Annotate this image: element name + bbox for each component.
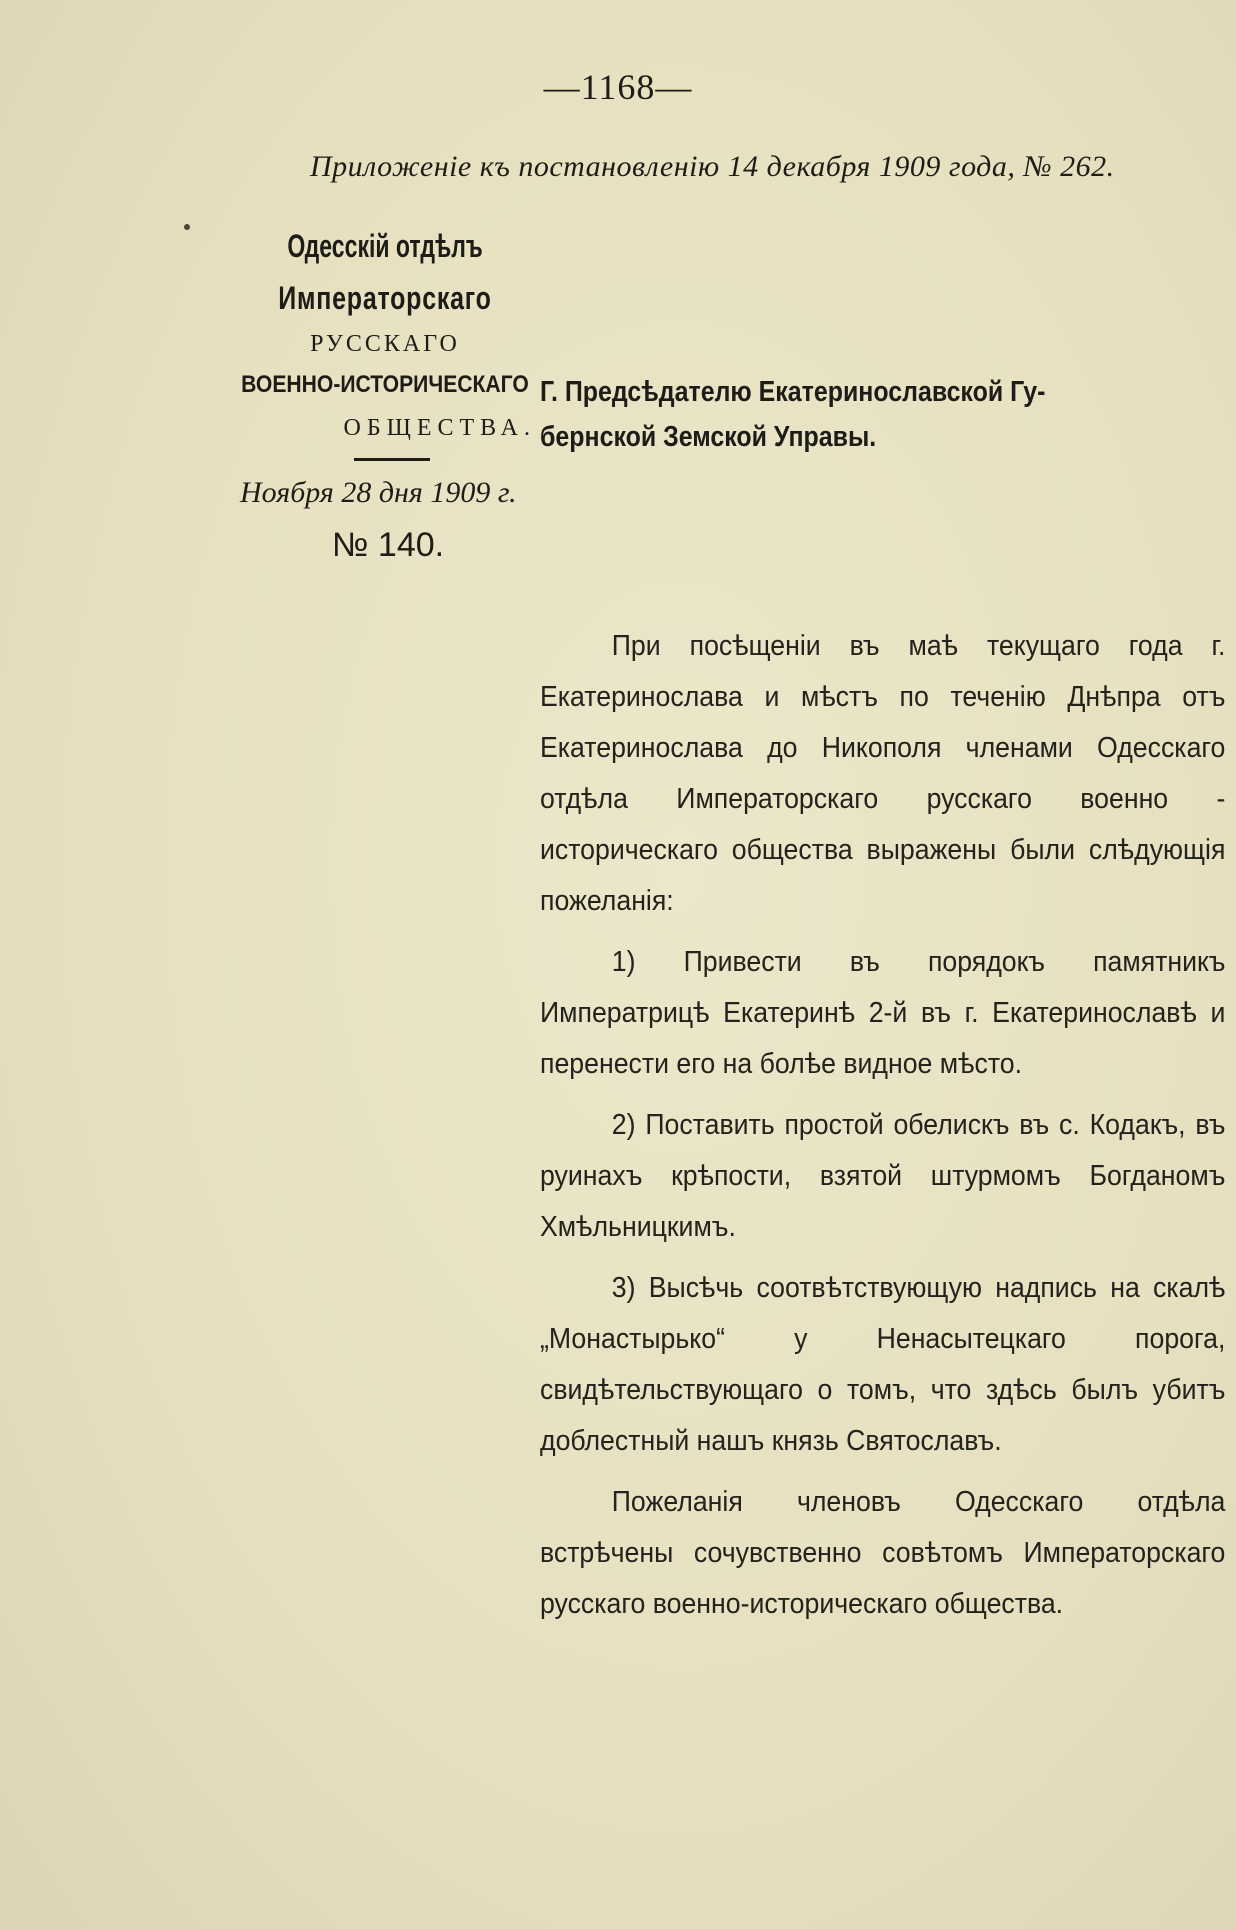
addressee-block [540, 370, 1225, 460]
sender-block [220, 222, 550, 575]
addressee-line-1: Г. Предсѣдателю Екатеринославской Гу- [540, 376, 1046, 408]
ink-speck [184, 224, 190, 230]
paragraph-item-3: 3) Высѣчь соотвѣтствующую надпись на скалѣ „Монастырько“ у Ненасытецкаго порога, свидѣтельствующаго о томъ, что здѣсь былъ убитъ доблестный нашъ князь Святославъ. [540, 1272, 1226, 1457]
letter-date: Ноября 28 дня 1909 г. [240, 476, 517, 509]
addressee-line-2: бернской Земской Управы. [540, 421, 877, 453]
sender-line-2: Императорскаго [278, 280, 492, 316]
page-number: —1168— [543, 67, 693, 107]
sender-line-1: Одесскій отдѣлъ [287, 228, 483, 264]
letter-number: № 140. [332, 526, 445, 564]
sender-line-3: РУССКАГО [310, 331, 460, 357]
paragraph-item-2: 2) Поставить простой обелискъ въ с. Кодакъ, въ руинахъ крѣпости, взятой штурмомъ Богданомъ Хмѣльницкимъ. [540, 1109, 1226, 1243]
letter-body [540, 621, 1225, 1640]
sender-line-4: ВОЕННО-ИСТОРИЧЕСКАГО [241, 371, 529, 398]
appendix-reference: Приложеніе къ постановленію 14 декабря 1909 года, № 262. [310, 150, 1115, 183]
paragraph-item-1: 1) Привести въ порядокъ памятникъ Императрицѣ Екатеринѣ 2-й въ г. Екатеринославѣ и перенести его на болѣе видное мѣсто. [540, 946, 1226, 1080]
paragraph-closing: Пожеланія членовъ Одесскаго отдѣла встрѣчены сочувственно совѣтомъ Императорскаго русскаго военно-историческаго общества. [540, 1486, 1226, 1620]
paragraph-intro: При посѣщеніи въ маѣ текущаго года г. Екатеринослава и мѣстъ по теченію Днѣпра отъ Екатеринослава до Никополя членами Одесскаго отдѣла Императорскаго русскаго военно - историческаго общества выражены были слѣдующія пожеланія: [540, 630, 1226, 917]
divider-rule [354, 458, 430, 461]
sender-line-5: ОБЩЕСТВА. [343, 415, 536, 441]
